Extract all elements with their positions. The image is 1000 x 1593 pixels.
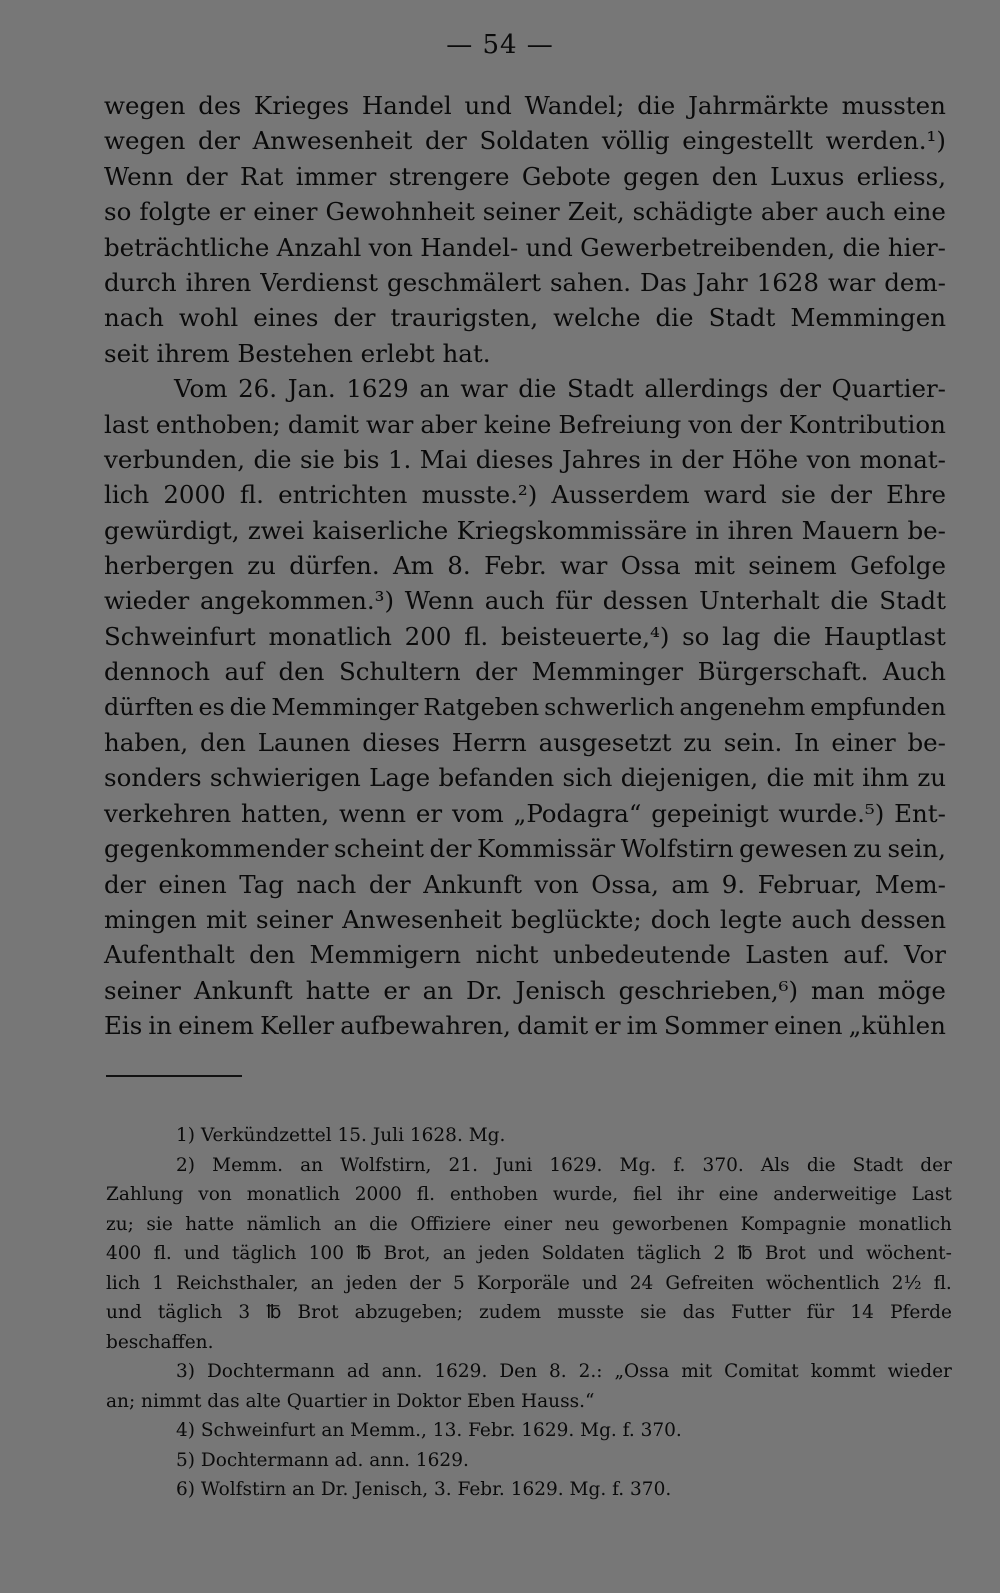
body-text	[104, 88, 946, 1044]
footnote-line: Zahlung von monatlich 2000 fl. enthoben wurde, fiel ihr eine anderweitige Last	[106, 1184, 952, 1205]
text-line: nach wohl eines der traurigsten, welche die Stadt Memmingen	[104, 303, 946, 333]
text-line: Eis in einem Keller aufbewahren, damit er im Sommer einen „kühlen	[104, 1011, 946, 1041]
text-line: mingen mit seiner Anwesenheit beglückte; doch legte auch dessen	[104, 904, 946, 934]
text-line: verbunden, die sie bis 1. Mai dieses Jahres in der Höhe von monat-	[104, 444, 946, 474]
text-line: Vom 26. Jan. 1629 an war die Stadt allerdings der Quartier-	[174, 374, 946, 404]
text-line: dürften es die Memminger Ratgeben schwerlich angenehm empfunden	[104, 692, 946, 721]
text-line: wieder angekommen.³) Wenn auch für dessen Unterhalt die Stadt	[104, 586, 946, 616]
text-line: herbergen zu dürfen. Am 8. Febr. war Ossa mit seinem Gefolge	[104, 551, 946, 581]
text-line: dennoch auf den Schultern der Memminger Bürgerschaft. Auch	[104, 657, 946, 687]
text-line: gegenkommender scheint der Kommissär Wolfstirn gewesen zu sein,	[104, 834, 946, 864]
text-line: seiner Ankunft hatte er an Dr. Jenisch geschrieben,⁶) man möge	[104, 975, 946, 1005]
footnote-line: 400 fl. und täglich 100 ℔ Brot, an jeden Soldaten täglich 2 ℔ Brot und wöchent-	[106, 1243, 952, 1264]
text-line: haben, den Launen dieses Herrn ausgesetzt zu sein. In einer be-	[104, 728, 946, 758]
text-line: lich 2000 fl. entrichten musste.²) Ausserdem ward sie der Ehre	[104, 480, 946, 510]
text-line: Wenn der Rat immer strengere Gebote gegen den Luxus erliess,	[104, 161, 946, 191]
text-line: beträchtliche Anzahl von Handel- und Gewerbetreibenden, die hier-	[104, 232, 946, 262]
footnote-line: 1) Verkündzettel 15. Juli 1628. Mg.	[176, 1125, 506, 1146]
footnote-line: und täglich 3 ℔ Brot abzugeben; zudem musste sie das Futter für 14 Pferde	[106, 1302, 952, 1323]
footnote-line: 2) Memm. an Wolfstirn, 21. Juni 1629. Mg. f. 370. Als die Stadt der	[176, 1154, 952, 1176]
text-line: Schweinfurt monatlich 200 fl. beisteuerte,⁴) so lag die Hauptlast	[104, 621, 946, 651]
footnote-line: beschaffen.	[106, 1331, 214, 1353]
text-line: seit ihrem Bestehen erlebt hat.	[104, 338, 491, 368]
text-line: wegen der Anwesenheit der Soldaten völlig eingestellt werden.¹)	[104, 126, 946, 156]
footnote-line: zu; sie hatte nämlich an die Offiziere einer neu geworbenen Kompagnie monatlich	[106, 1213, 952, 1235]
text-line: Aufenthalt den Memmigern nicht unbedeutende Lasten auf. Vor	[104, 940, 946, 970]
text-line: so folgte er einer Gewohnheit seiner Zeit, schädigte aber auch eine	[104, 197, 946, 227]
footnote-line: 6) Wolfstirn an Dr. Jenisch, 3. Febr. 1629. Mg. f. 370.	[176, 1479, 672, 1500]
text-line: der einen Tag nach der Ankunft von Ossa, am 9. Februar, Mem-	[104, 869, 946, 899]
footnote-line: lich 1 Reichsthaler, an jeden der 5 Korporäle und 24 Gefreiten wöchentlich 2½ fl.	[106, 1272, 952, 1294]
text-line: gewürdigt, zwei kaiserliche Kriegskommissäre in ihren Mauern be-	[104, 515, 946, 545]
text-line: verkehren hatten, wenn er vom „Podagra“ gepeinigt wurde.⁵) Ent-	[104, 798, 946, 828]
footnotes	[106, 1121, 952, 1505]
text-line: wegen des Krieges Handel und Wandel; die Jahrmärkte mussten	[104, 91, 946, 120]
footnote-line: 4) Schweinfurt an Memm., 13. Febr. 1629. Mg. f. 370.	[176, 1420, 682, 1441]
text-line: last enthoben; damit war aber keine Befreiung von der Kontribution	[104, 409, 946, 439]
text-line: sonders schwierigen Lage befanden sich diejenigen, die mit ihm zu	[104, 763, 946, 793]
text-line: durch ihren Verdienst geschmälert sahen. Das Jahr 1628 war dem-	[104, 267, 946, 297]
page-number: — 54 —	[446, 30, 554, 60]
footnote-line: 5) Dochtermann ad. ann. 1629.	[176, 1449, 469, 1471]
footnote-line: 3) Dochtermann ad ann. 1629. Den 8. 2.: „Ossa mit Comitat kommt wieder	[176, 1361, 952, 1382]
footnote-line: an; nimmt das alte Quartier in Doktor Eben Hauss.“	[106, 1390, 595, 1412]
footnote-separator	[106, 1075, 242, 1077]
